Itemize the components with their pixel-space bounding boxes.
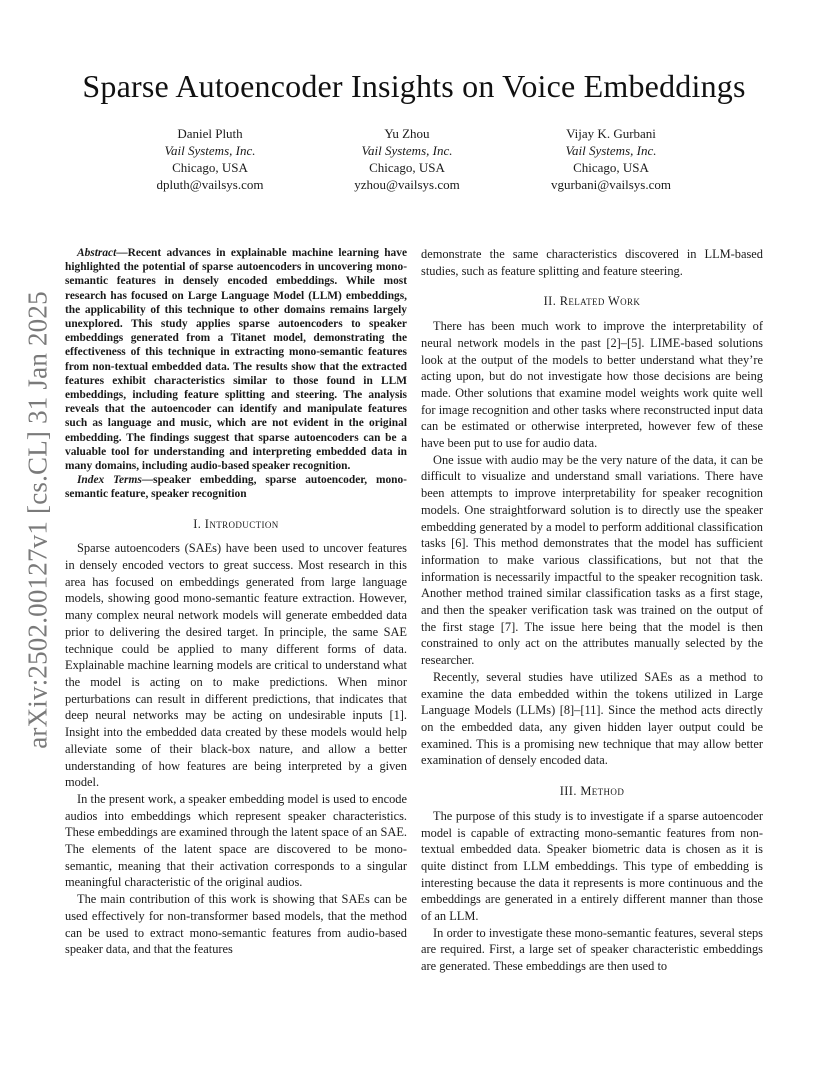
author-location: Chicago, USA (369, 160, 445, 175)
author-name: Vijay K. Gurbani (566, 126, 656, 141)
paragraph: In the present work, a speaker embedding model is used to encode audios into embeddings which represent speaker characteristics. These embeddings are examined through the latent space of an SAE. The elements of the latent space are discovered to be mono-semantic, meaning that their activation corresponds to a singular meaningful characteristic of the original audios. (65, 791, 407, 890)
arxiv-identifier (22, 290, 54, 750)
paragraph: The purpose of this study is to investigate if a sparse autoencoder model is capable of extracting mono-semantic features from non-textual embedded data. Speaker biometric data is chosen as it is quite distinct from LLM embeddings. This type of embedding is interesting because the data it represents is more continuous and the embeddings are generated in a entirely different manner than those of an LLM. (421, 808, 763, 924)
author-affiliation: Vail Systems, Inc. (361, 143, 453, 158)
paragraph: Sparse autoencoders (SAEs) have been used to uncover features in densely encoded vectors to great success. Most research in this area has focused on embeddings generated from large language models, showing good mono-semantic feature extraction. However, many complex neural network models will generate embedded data prior to delivering the desired target. In principle, the same SAE technique could be applied to many different forms of data. Explainable machine learning models are critical to understand what the model is acting on to make predictions. When minor perturbations can result in different predictions, that indicates that deep neural networks may be acting on undesirable inputs [1]. Insight into the embedded data created by these models would help alleviate some of their black-box nature, and allow a better understanding of how features are being interpreted by a given model. (65, 541, 407, 790)
author-name: Yu Zhou (384, 126, 430, 141)
index-terms (65, 473, 407, 501)
author-email: yzhou@vailsys.com (354, 177, 460, 192)
author-email: vgurbani@vailsys.com (551, 177, 671, 192)
author-name: Daniel Pluth (177, 126, 243, 141)
section-heading-method: III. Method (559, 784, 625, 799)
paragraph: There has been much work to improve the interpretability of neural network models in the past [2]–[5]. LIME-based solutions look at the output of the models to better understand what they’re acting upon, but do not investigate how those decisions are being made. Other solutions that examine model weights work quite well for image recognition and other tasks where reconstructed input data can be estimated or otherwise interpreted, however few of these have been put to use for audio data. (421, 319, 763, 451)
left-column (65, 246, 407, 958)
author-2 (302, 125, 512, 193)
author-location: Chicago, USA (573, 160, 649, 175)
author-3 (506, 125, 716, 193)
paragraph: One issue with audio may be the very nature of the data, it can be difficult to visualize and understand small variations. There have been attempts to improve interpretability for speaker recognition models. One straightforward solution is to directly use the speaker embedding generated by a model to perform additional classification tasks [6]. This method demonstrates that the model has sufficient information to make various classifications, but not that the information is necessarily impactful to the speaker recognition task. Another method trained similar classification tasks as a first stage, and then the speaker verification task was trained on the output of the first stage [7]. The issue here being that the model is then constrained to only act on the attributes manually selected by the researcher. (421, 452, 763, 668)
author-affiliation: Vail Systems, Inc. (565, 143, 657, 158)
abstract-lead: Abstract (77, 247, 117, 259)
arxiv-identifier-text: arXiv:2502.00127v1 [cs.CL] 31 Jan 2025 (22, 291, 53, 749)
author-affiliation: Vail Systems, Inc. (164, 143, 256, 158)
author-email: dpluth@vailsys.com (156, 177, 264, 192)
right-column (421, 246, 763, 975)
author-location: Chicago, USA (172, 160, 248, 175)
index-terms-text: —speaker embedding, sparse autoencoder, mono-semantic feature, speaker recognition (65, 474, 407, 501)
paragraph: The main contribution of this work is showing that SAEs can be used effectively for non-transformer based models, that the method can be used to extract mono-semantic features from audio-based speaker data, and that the features (65, 892, 407, 957)
abstract (65, 246, 407, 473)
section-heading-introduction: I. Introduction (193, 516, 279, 531)
paragraph: demonstrate the same characteristics discovered in LLM-based studies, such as feature splitting and feature steering. (421, 247, 763, 278)
author-block (0, 125, 828, 195)
section-heading-related-work: II. Related Work (543, 294, 641, 309)
index-terms-lead: Index Terms (77, 474, 142, 487)
author-1 (105, 125, 315, 193)
abstract-text: —Recent advances in explainable machine learning have highlighted the potential of sparse autoencoders in uncovering mono-semantic features in densely encoded embeddings. While most research has focused on Large Language Model (LLM) embeddings, the applicability of this technique to other domains remains largely unexplored. This study applies sparse autoencoders to speaker embeddings generated from a Titanet model, demonstrating the effectiveness of this technique in extracting mono-semantic features from non-textual embedded data. The results show that the extracted features exhibit characteristics similar to those found in LLM embeddings, including feature splitting and steering. The analysis reveals that the autoencoder can identify and manipulate features such as language and music, which are not evident in the original embedding. The findings suggest that sparse autoencoders can be a valuable tool for understanding and interpreting embedded data in many domains, including audio-based speaker recognition. (65, 247, 407, 473)
paragraph: In order to investigate these mono-semantic features, several steps are required. First, a large set of speaker characteristic embeddings are generated. These embeddings are then used to (421, 925, 763, 974)
paragraph: Recently, several studies have utilized SAEs as a method to examine the data embedded within the tokens utilized in Large Language Models (LLMs) [8]–[11]. Since the method acts directly on the embedded data, any given hidden layer output could be examined. This is a promising new technique that may allow better examination of densely encoded data. (421, 669, 763, 768)
paper-title: Sparse Autoencoder Insights on Voice Embeddings (82, 68, 746, 104)
